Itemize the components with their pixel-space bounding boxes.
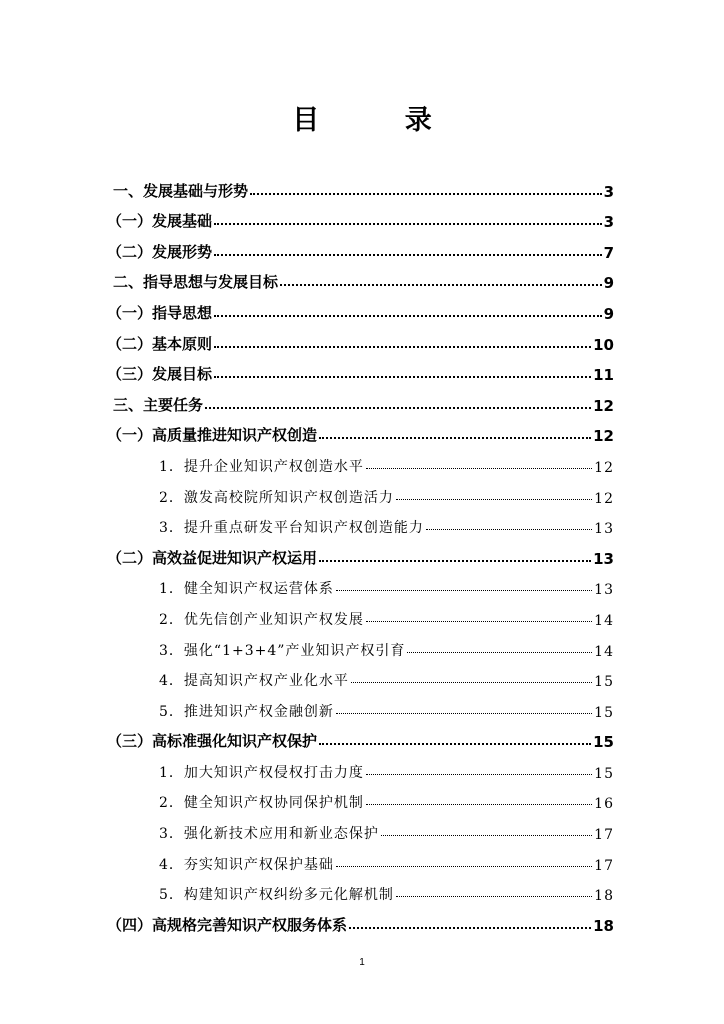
toc-dot-leader (396, 495, 592, 500)
toc-entry-page: 14 (594, 643, 614, 660)
toc-entry-page: 9 (603, 274, 614, 293)
toc-entry-page: 12 (594, 459, 614, 476)
toc-entry[interactable] (113, 690, 614, 721)
toc-entry-page: 18 (594, 888, 614, 905)
toc-entry-page: 10 (593, 335, 614, 354)
toc-entry-title: （二）发展形势 (107, 242, 213, 261)
toc-entry[interactable] (113, 629, 614, 660)
toc-entry-title: （二）高效益促进知识产权运用 (107, 548, 318, 567)
toc-entry[interactable] (113, 843, 614, 874)
toc-dot-leader (349, 923, 591, 929)
toc-entry-page: 15 (593, 733, 614, 752)
toc-entry-title: 5．构建知识产权纠纷多元化解机制 (159, 887, 394, 904)
toc-dot-leader (336, 709, 592, 714)
toc-entry-page: 13 (593, 549, 614, 568)
toc-dot-leader (336, 586, 592, 591)
toc-entry-page: 13 (594, 521, 614, 538)
toc-entry-title: 一、发展基础与形势 (113, 181, 249, 200)
toc-entry-title: 3．强化“1+3+4”产业知识产权引育 (159, 642, 406, 659)
toc-entry-page: 18 (593, 916, 614, 935)
toc-entry-page: 17 (594, 857, 614, 874)
toc-entry[interactable] (113, 782, 614, 813)
toc-entry-page: 15 (594, 765, 614, 782)
toc-dot-leader (366, 770, 592, 775)
toc-entry-page: 12 (593, 427, 614, 446)
toc-entry[interactable] (113, 874, 614, 905)
toc-dot-leader (396, 892, 592, 897)
toc-entry-title: （三）高标准强化知识产权保护 (107, 732, 318, 751)
toc-entry-page: 3 (603, 213, 614, 232)
toc-entry-title: （四）高规格完善知识产权服务体系 (107, 915, 348, 934)
toc-entry[interactable] (107, 323, 614, 354)
toc-dot-leader (319, 556, 591, 562)
toc-dot-leader (214, 372, 591, 378)
toc-entry-page: 17 (594, 827, 614, 844)
toc-entry[interactable] (113, 812, 614, 843)
toc-entry[interactable] (107, 904, 614, 935)
toc-entry-page: 15 (594, 704, 614, 721)
table-of-contents (107, 170, 614, 935)
toc-entry-title: 2．健全知识产权协同保护机制 (159, 795, 364, 812)
toc-entry-page: 11 (593, 366, 614, 385)
toc-entry[interactable] (113, 476, 614, 507)
toc-dot-leader (214, 342, 591, 348)
toc-entry[interactable] (113, 598, 614, 629)
toc-dot-leader (336, 862, 592, 867)
toc-entry-page: 13 (594, 582, 614, 599)
toc-entry-title: 三、主要任务 (113, 395, 204, 414)
toc-entry[interactable] (113, 445, 614, 476)
toc-dot-leader (366, 617, 592, 622)
toc-entry[interactable] (107, 415, 614, 446)
toc-dot-leader (407, 648, 592, 653)
toc-entry[interactable] (113, 660, 614, 691)
toc-entry-title: 1．提升企业知识产权创造水平 (159, 458, 364, 475)
toc-dot-leader (351, 678, 592, 683)
toc-entry[interactable] (107, 537, 614, 568)
toc-dot-leader (319, 739, 591, 745)
toc-entry[interactable] (113, 170, 614, 201)
toc-dot-leader (280, 280, 602, 286)
toc-dot-leader (366, 464, 592, 469)
toc-entry-title: 5．推进知识产权金融创新 (159, 703, 334, 720)
toc-entry-title: 1．健全知识产权运营体系 (159, 581, 334, 598)
toc-dot-leader (214, 219, 602, 225)
toc-entry[interactable] (113, 384, 614, 415)
page-title: 目 录 (292, 105, 470, 136)
toc-entry[interactable] (113, 262, 614, 293)
toc-entry-title: 二、指导思想与发展目标 (113, 273, 279, 292)
toc-entry[interactable] (107, 201, 614, 232)
toc-dot-leader (250, 189, 602, 195)
toc-entry-page: 12 (593, 396, 614, 415)
toc-dot-leader (205, 403, 591, 409)
toc-dot-leader (366, 800, 592, 805)
toc-dot-leader (214, 250, 602, 256)
toc-entry-title: （三）发展目标 (107, 365, 213, 384)
page-number: 1 (359, 957, 365, 968)
toc-entry-title: 2．激发高校院所知识产权创造活力 (159, 489, 394, 506)
toc-entry[interactable] (113, 751, 614, 782)
toc-dot-leader (426, 525, 592, 530)
toc-dot-leader (214, 311, 602, 317)
toc-entry-page: 9 (603, 304, 614, 323)
toc-entry[interactable] (107, 354, 614, 385)
toc-entry-title: 4．提高知识产权产业化水平 (159, 673, 349, 690)
toc-entry-title: 1．加大知识产权侵权打击力度 (159, 764, 364, 781)
toc-entry-page: 12 (594, 490, 614, 507)
toc-entry-page: 3 (603, 182, 614, 201)
toc-entry[interactable] (107, 721, 614, 752)
toc-entry-title: 3．提升重点研发平台知识产权创造能力 (159, 520, 424, 537)
toc-entry[interactable] (113, 507, 614, 538)
toc-entry-page: 15 (594, 674, 614, 691)
toc-entry-title: 4．夯实知识产权保护基础 (159, 856, 334, 873)
toc-entry[interactable] (113, 568, 614, 599)
toc-entry-title: （一）指导思想 (107, 303, 213, 322)
toc-dot-leader (319, 433, 591, 439)
toc-entry[interactable] (107, 231, 614, 262)
toc-entry-page: 7 (603, 243, 614, 262)
toc-entry-title: 3．强化新技术应用和新业态保护 (159, 826, 379, 843)
toc-entry-page: 16 (594, 796, 614, 813)
toc-entry-title: （一）高质量推进知识产权创造 (107, 426, 318, 445)
toc-entry-title: （一）发展基础 (107, 212, 213, 231)
toc-entry-title: （二）基本原则 (107, 334, 213, 353)
toc-dot-leader (381, 831, 592, 836)
toc-entry-page: 14 (594, 612, 614, 629)
toc-entry-title: 2．优先信创产业知识产权发展 (159, 611, 364, 628)
toc-entry[interactable] (107, 292, 614, 323)
